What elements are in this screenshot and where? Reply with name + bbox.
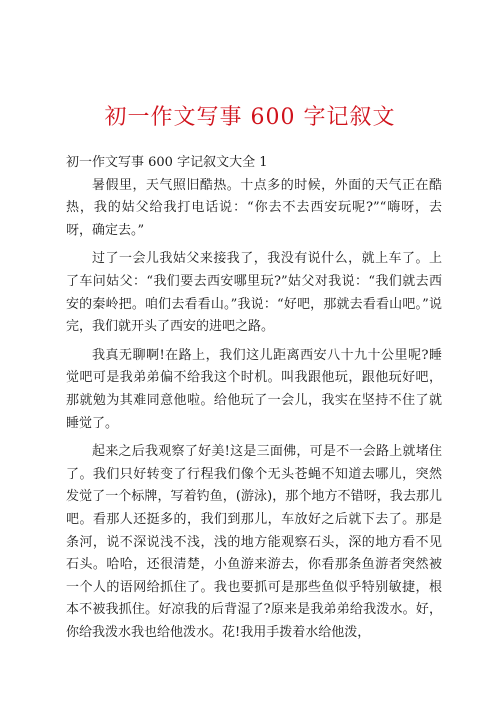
page-title: 初一作文写事 600 字记叙文 [104,105,396,130]
paragraph-1: 暑假里，天气照旧酷热。十点多的时候，外面的天气正在酷热，我的姑父给我打电话说：“你去不去西安玩呢?”“嗨呀，去呀，确定去。” [66,177,442,238]
paragraph-4: 起来之后我观察了好美!这是三面佛，可是不一会路上就堵住了。我们只好转变了行程我们像个无头苍蝇不知道去哪儿，突然发觉了一个标牌，写着钓鱼，(游泳)，那个地方不错呀，我去那儿吧。看那人还挺多的，我们到那儿，车放好之后就下去了。那是条河，说不深说浅不浅，浅的地方能观察石头，深的地方看不见石头。哈哈，还很清楚，小鱼游来游去，你看那条鱼游者突然被一个人的语网给抓住了。我也要抓可是那些鱼似乎特别敏捷，根本不被我抓住。好凉我的后背湿了?原来是我弟弟给我泼水。好，你给我泼水我也给他泼水。花!我用手拨着水给他泼， [66,444,442,640]
document-body [66,152,442,650]
essay-subtitle: 初一作文写事 600 字记叙文大全 1 [66,155,268,170]
paragraph-2: 过了一会儿我姑父来接我了，我没有说什么，就上车了。上了车问姑父：“我们要去西安哪里玩?”姑父对我说：“我们就去西安的秦岭把。咱们去看看山。”我说：“好吧，那就去看看山吧。”说完，我们就开头了西安的进吧之路。 [66,251,442,335]
paragraph-3: 我真无聊啊!在路上，我们这儿距离西安八十九十公里呢?睡觉吧可是我弟弟偏不给我这个时机。叫我跟他玩，跟他玩好吧，那就勉为其难同意他啦。给他玩了一会儿，我实在坚持不住了就睡觉了。 [66,347,442,431]
